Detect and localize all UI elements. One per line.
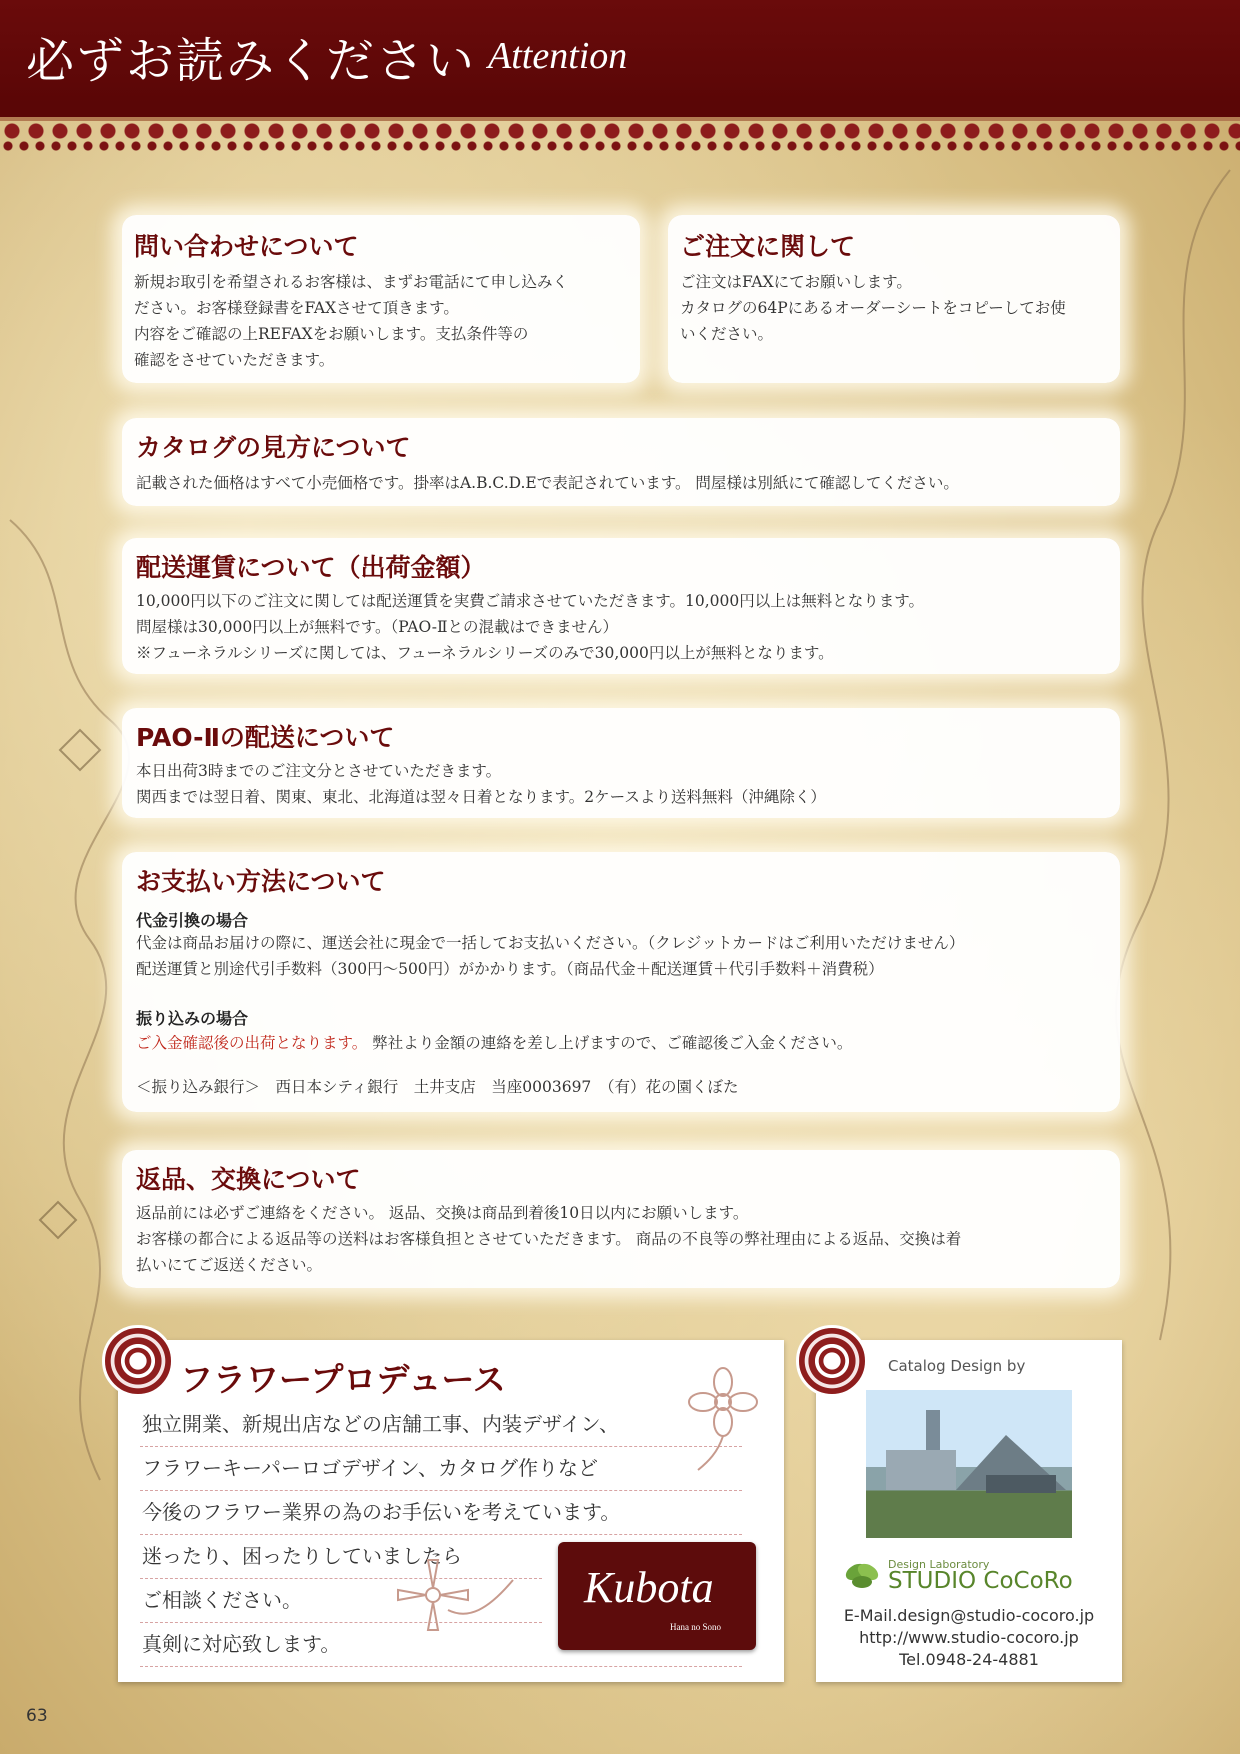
returns-section xyxy=(122,1150,1120,1288)
order-section xyxy=(668,215,1120,383)
body-text: お客様の都合による返品等の送料はお客様負担とさせていただきます。 商品の不良等の弊社理由による返品、交換は着 xyxy=(136,1230,962,1248)
body-text: 問屋様は30,000円以上が無料です。（PAO-Ⅱとの混載はできません） xyxy=(136,618,618,636)
list-item: 迷ったり、困ったりしていましたら xyxy=(140,1534,542,1579)
studio-email[interactable]: E-Mail.design@studio-cocoro.jp xyxy=(843,1606,1095,1625)
section-title: カタログの見方について xyxy=(136,433,411,462)
body-text: 内容をご確認の上REFAXをお願いします。支払条件等の xyxy=(134,325,529,343)
shipping-section xyxy=(122,538,1120,674)
transfer-notice: ご入金確認後の出荷となります。 xyxy=(136,1034,368,1052)
vine-decoration-icon xyxy=(1100,160,1240,1360)
transfer-detail: 弊社より金額の連絡を差し上げますので、ご確認後ご入金ください。 xyxy=(367,1034,853,1052)
lace-dots xyxy=(0,140,1240,154)
list-item: ご相談ください。 xyxy=(140,1578,542,1623)
page-number: 63 xyxy=(26,1706,48,1726)
pao-section xyxy=(122,708,1120,818)
logo-subtext: Hana no Sono xyxy=(670,1622,721,1632)
list-item: 独立開業、新規出店などの店舗工事、内装デザイン、 xyxy=(140,1402,742,1447)
flower-outline-icon xyxy=(388,1550,518,1640)
body-text: 配送運賃と別途代引手数料（300円〜500円）がかかります。（商品代金＋配送運賃＋代引手数料＋消費税） xyxy=(136,960,884,978)
rose-icon xyxy=(102,1325,174,1397)
flower-produce-panel xyxy=(118,1340,784,1682)
leaf-logo-icon xyxy=(842,1558,882,1594)
body-text: 10,000円以下のご注文に関しては配送運賃を実費ご請求させていただきます。10,000円以上は無料となります。 xyxy=(136,592,924,610)
section-title: 配送運賃について（出荷金額） xyxy=(136,553,486,582)
body-text: いください。 xyxy=(680,325,774,343)
studio-url[interactable]: http://www.studio-cocoro.jp xyxy=(859,1628,1079,1647)
studio-name: STUDIO CoCoRo xyxy=(888,1568,1073,1594)
body-text: 関西までは翌日着、関東、東北、北海道は翌々日着となります。2ケースより送料無料（沖縄除く） xyxy=(136,788,826,806)
flower-outline-icon xyxy=(678,1362,768,1472)
transfer-subtitle: 振り込みの場合 xyxy=(136,1009,249,1028)
cod-subtitle: 代金引換の場合 xyxy=(136,911,249,930)
list-item: 真剣に対応致します。 xyxy=(140,1622,742,1667)
section-title: 返品、交換について xyxy=(136,1165,361,1194)
studio-tel: Tel.0948-24-4881 xyxy=(899,1650,1039,1669)
body-text: ※フューネラルシリーズに関しては、フューネラルシリーズのみで30,000円以上が無料となります。 xyxy=(136,644,834,662)
rose-icon xyxy=(796,1325,868,1397)
logo-text: Kubota xyxy=(584,1563,714,1612)
transfer-text xyxy=(136,1030,852,1056)
body-text: 記載された価格はすべて小売価格です。掛率はA.B.C.D.Eで表記されています。 問屋様は別紙にて確認してください。 xyxy=(136,474,959,492)
body-text: 返品前には必ずご連絡をください。 返品、交換は商品到着後10日以内にお願いします。 xyxy=(136,1204,749,1222)
list-item: 今後のフラワー業界の為のお手伝いを考えています。 xyxy=(140,1490,742,1535)
header-bar xyxy=(0,0,1240,105)
body-text: 払いにてご返送ください。 xyxy=(136,1256,323,1274)
section-title: PAO-Ⅱの配送について xyxy=(136,723,395,752)
inquiry-section xyxy=(122,215,640,383)
payment-section xyxy=(122,852,1120,1112)
panel-title: フラワープロデュース xyxy=(180,1360,506,1399)
body-text: 新規お取引を希望されるお客様は、まずお電話にて申し込みく xyxy=(134,273,569,291)
section-title: お支払い方法について xyxy=(136,867,386,896)
section-title: 問い合わせについて xyxy=(134,232,359,261)
list-item: フラワーキーパーロゴデザイン、カタログ作りなど xyxy=(140,1446,742,1491)
body-text: 代金は商品お届けの際に、運送会社に現金で一括してお支払いください。（クレジットカードはご利用いただけません） xyxy=(136,934,965,952)
catalog-design-label: Catalog Design by xyxy=(888,1357,1026,1375)
bank-info: ＜振り込み銀行＞ 西日本シティ銀行 土井支店 当座0003697 （有）花の園くぼた xyxy=(136,1078,739,1096)
body-text: 本日出荷3時までのご注文分とさせていただきます。 xyxy=(136,762,502,780)
kubota-logo xyxy=(558,1542,756,1650)
catalog-section xyxy=(122,418,1120,506)
body-text: 確認をさせていただきます。 xyxy=(134,351,335,369)
studio-credit-panel xyxy=(816,1340,1122,1682)
body-text: ださい。お客様登録書をFAXさせて頂きます。 xyxy=(134,299,459,317)
building-photo xyxy=(866,1390,1072,1538)
body-text: カタログの64Pにあるオーダーシートをコピーしてお使 xyxy=(680,299,1066,317)
page-title: 必ずお読みください xyxy=(26,33,477,89)
section-title: ご注文に関して xyxy=(680,232,856,261)
page-subtitle: Attention xyxy=(488,35,628,77)
studio-tagline: Design Laboratory xyxy=(888,1558,990,1571)
body-text: ご注文はFAXにてお願いします。 xyxy=(680,273,912,291)
building-illustration-icon xyxy=(866,1390,1072,1538)
